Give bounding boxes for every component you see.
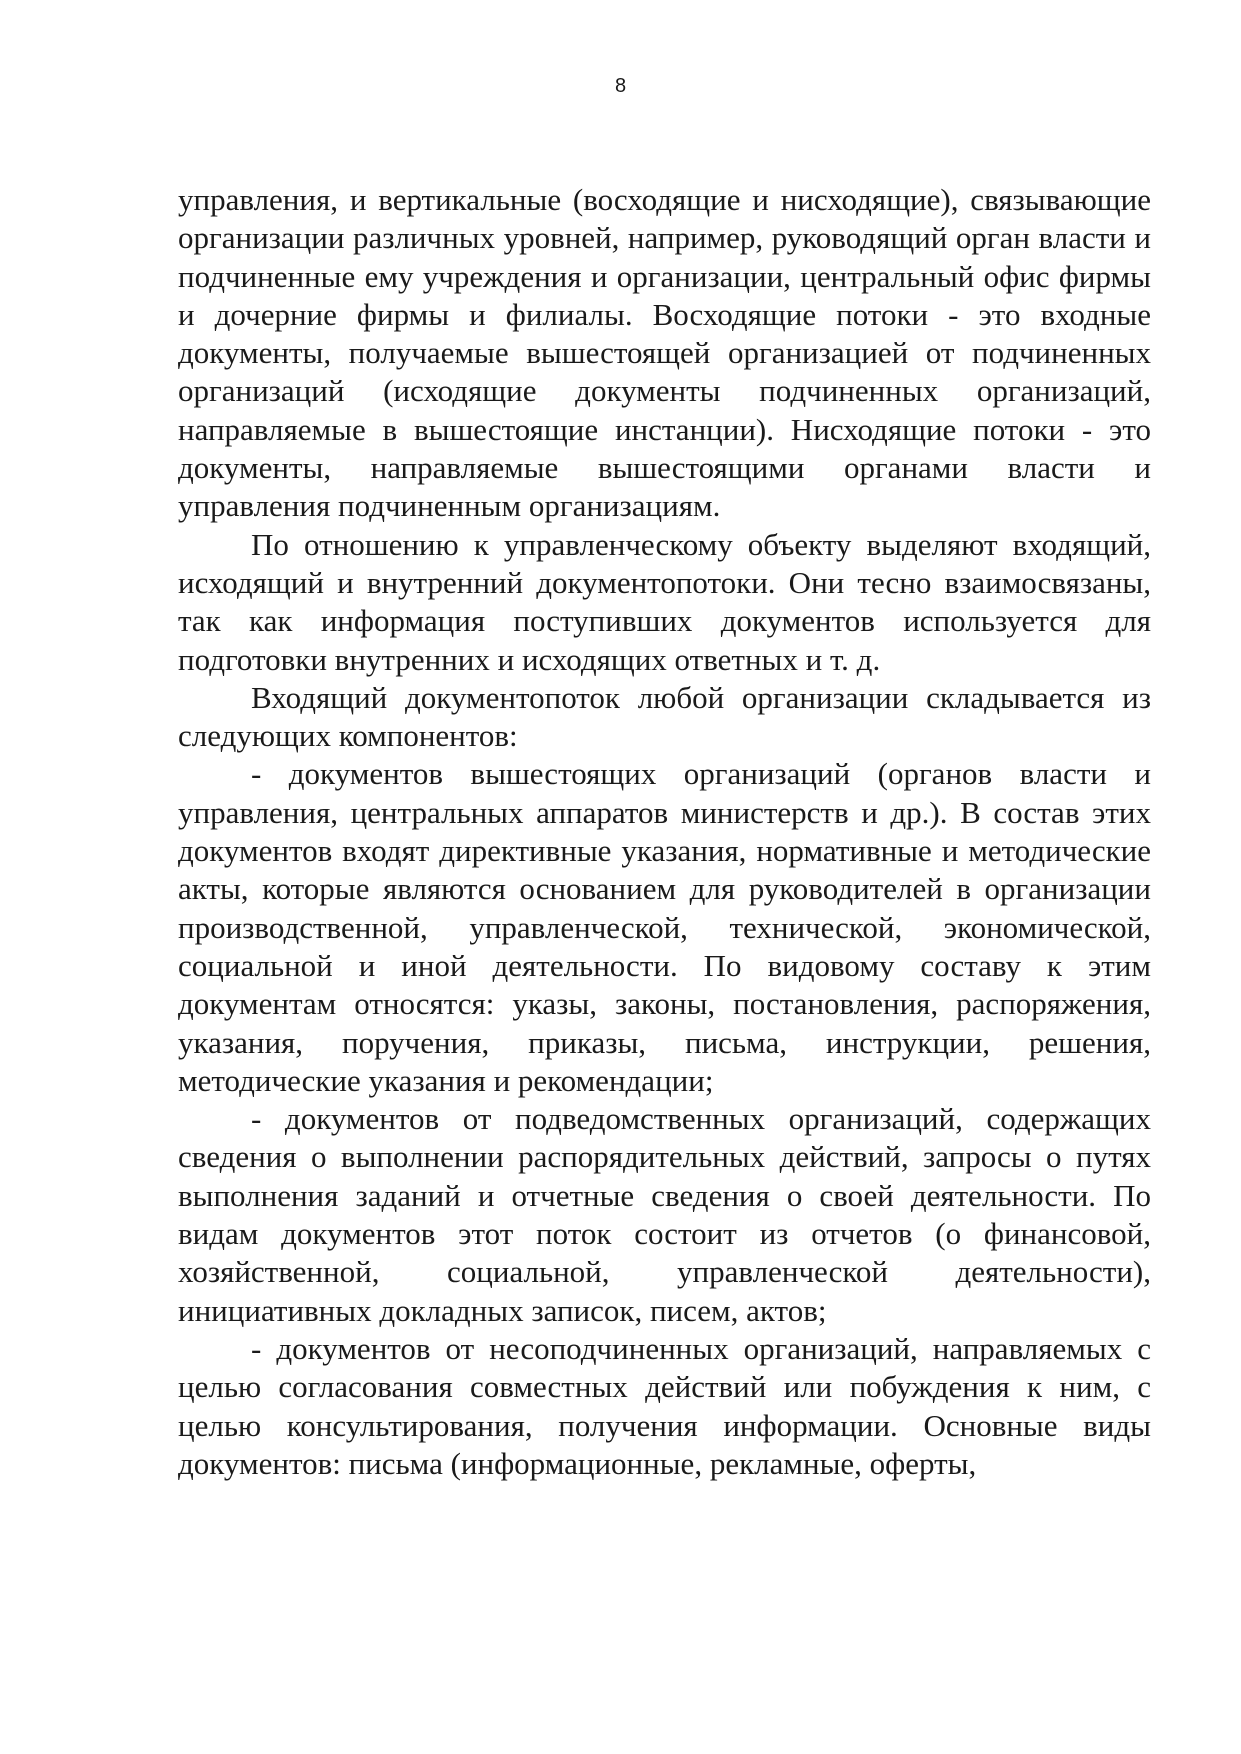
list-item-independent-documents: - документов от несоподчиненных организаций, направляемых с целью согласования совместных действий или побуждения к ним, с целью консультирования, получения информации. Основные виды документов: письма (информационные, рекламные, оферты, (178, 1330, 1151, 1481)
list-item-subordinate-documents: - документов от подведомственных организаций, содержащих сведения о выполнении распорядительных действий, запросы о путях выполнения заданий и отчетные сведения о своей деятельности. По видам документов этот поток состоит из отчетов (о финансовой, хозяйственной, социальной, управленческой деятельности), инициативных докладных записок, писем, актов; (178, 1101, 1151, 1328)
paragraph-flow-types: По отношению к управленческому объекту выделяют входящий, исходящий и внутренний документопотоки. Они тесно взаимосвязаны, так как информация поступивших документов используется для подготовки внутренних и исходящих ответных и т. д. (178, 526, 1151, 677)
page-number: 8 (614, 75, 627, 97)
paragraph-incoming-components: Входящий документопоток любой организации складывается из следующих компонентов: (178, 679, 1151, 754)
body-text (178, 181, 1151, 1483)
list-item-superior-documents: - документов вышестоящих организаций (органов власти и управления, центральных аппаратов министерств и др.). В состав этих документов входят директивные указания, нормативные и методические акты, которые являются основанием для руководителей в организации производственной, управленческой, технической, экономической, социальной и иной деятельности. По видовому составу к этим документам относятся: указы, законы, постановления, распоряжения, указания, поручения, приказы, письма, инструкции, решения, методические указания и рекомендации; (178, 756, 1151, 1098)
paragraph-vertical-flows: управления, и вертикальные (восходящие и нисходящие), связывающие организации различных уровней, например, руководящий орган власти и подчиненные ему учреждения и организации, центральный офис фирмы и дочерние фирмы и филиалы. Восходящие потоки - это входные документы, получаемые вышестоящей организацией от подчиненных организаций (исходящие документы подчиненных организаций, направляемые в вышестоящие инстанции). Нисходящие потоки - это документы, направляемые вышестоящими органами власти и управления подчиненным организациям. (178, 182, 1151, 524)
